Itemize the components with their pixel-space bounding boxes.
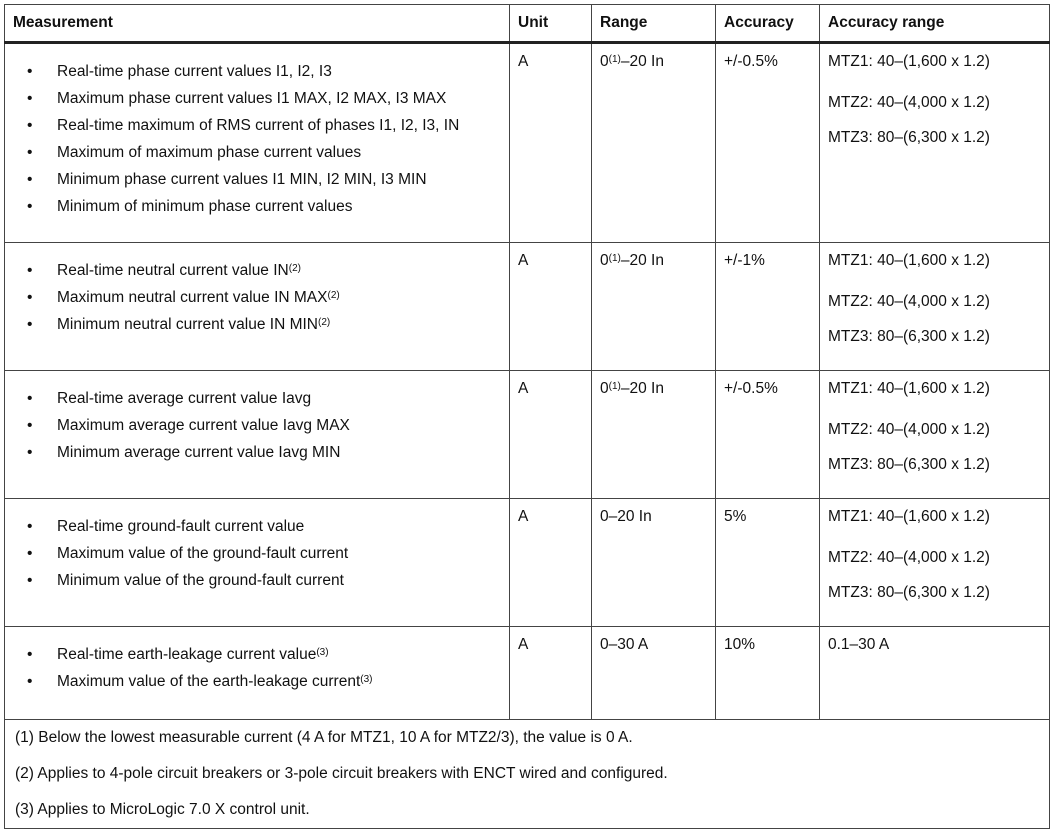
header-measurement: Measurement (5, 5, 510, 43)
bullet-icon: • (27, 198, 33, 215)
bullet-icon: • (27, 316, 33, 333)
footnote-text: (2) Applies to 4-pole circuit breakers or 3-pole circuit breakers with ENCT wired and configured. (5, 756, 1050, 792)
footnote-row (5, 720, 1050, 757)
measurement-cell (5, 43, 510, 243)
measurement-list (13, 641, 501, 695)
measurement-cell (5, 499, 510, 627)
accuracy-range-line: MTZ3: 80–(6,300 x 1.2) (828, 584, 990, 601)
item-text: Minimum neutral current value IN MIN (57, 316, 318, 333)
accuracy-range-line: 0.1–30 A (828, 636, 890, 653)
bullet-icon: • (27, 117, 33, 134)
item-text: Minimum value of the ground-fault current (57, 572, 344, 589)
measurement-list (13, 58, 501, 220)
unit-cell: A (510, 499, 592, 627)
list-item (13, 439, 501, 466)
list-item (13, 257, 501, 284)
bullet-icon: • (27, 262, 33, 279)
accuracy-range-cell (820, 499, 1050, 627)
item-text: Minimum phase current values I1 MIN, I2 MIN, I3 MIN (57, 171, 427, 188)
list-item (13, 540, 501, 567)
bullet-icon: • (27, 572, 33, 589)
bullet-icon: • (27, 390, 33, 407)
item-text: Real-time neutral current value IN (57, 262, 289, 279)
table-row (5, 43, 1050, 243)
accuracy-range-cell (820, 43, 1050, 243)
item-text: Maximum of maximum phase current values (57, 144, 362, 161)
footnote-ref: (1) (608, 381, 621, 392)
list-item (13, 112, 501, 139)
measurement-table (4, 4, 1050, 829)
list-item (13, 284, 501, 311)
list-item (13, 668, 501, 695)
item-text: Minimum of minimum phase current values (57, 198, 353, 215)
footnote-ref: (2) (288, 263, 301, 274)
accuracy-cell: 10% (716, 627, 820, 720)
range-value: 0–30 A (600, 636, 649, 653)
item-text: Maximum value of the ground-fault current (57, 545, 349, 562)
range-cell (592, 243, 716, 371)
header-accuracy-range: Accuracy range (820, 5, 1050, 43)
accuracy-range-line: MTZ3: 80–(6,300 x 1.2) (828, 129, 990, 146)
accuracy-range-line: MTZ2: 40–(4,000 x 1.2) (828, 293, 990, 310)
list-item (13, 58, 501, 85)
bullet-icon: • (27, 673, 33, 690)
list-item (13, 311, 501, 338)
list-item (13, 513, 501, 540)
unit-cell: A (510, 243, 592, 371)
item-text: Real-time average current value Iavg (57, 390, 312, 407)
footnote-ref: (3) (360, 674, 373, 685)
item-text: Maximum neutral current value IN MAX (57, 289, 328, 306)
accuracy-range-line: MTZ3: 80–(6,300 x 1.2) (828, 456, 990, 473)
bullet-icon: • (27, 646, 33, 663)
accuracy-range-cell (820, 243, 1050, 371)
unit-cell: A (510, 627, 592, 720)
header-unit: Unit (510, 5, 592, 43)
bullet-icon: • (27, 63, 33, 80)
footnote-ref: (2) (318, 317, 331, 328)
footnote-text: (1) Below the lowest measurable current (4 A for MTZ1, 10 A for MTZ2/3), the value is 0 A. (5, 720, 1050, 757)
range-cell (592, 371, 716, 499)
table-row (5, 499, 1050, 627)
header-range: Range (592, 5, 716, 43)
accuracy-range-cell (820, 627, 1050, 720)
range-cell (592, 627, 716, 720)
bullet-icon: • (27, 171, 33, 188)
accuracy-range-line: MTZ1: 40–(1,600 x 1.2) (828, 53, 990, 70)
range-value: 0 (600, 380, 609, 397)
item-text: Real-time maximum of RMS current of phases I1, I2, I3, IN (57, 117, 460, 134)
list-item (13, 412, 501, 439)
range-value-suffix: –20 In (620, 252, 664, 269)
header-row (5, 5, 1050, 43)
accuracy-range-line: MTZ1: 40–(1,600 x 1.2) (828, 508, 990, 525)
item-text: Real-time earth-leakage current value (57, 646, 317, 663)
footnote-ref: (3) (316, 647, 329, 658)
measurement-cell (5, 627, 510, 720)
range-value: 0 (600, 53, 609, 70)
list-item (13, 385, 501, 412)
bullet-icon: • (27, 144, 33, 161)
bullet-icon: • (27, 518, 33, 535)
unit-cell: A (510, 371, 592, 499)
accuracy-range-line: MTZ1: 40–(1,600 x 1.2) (828, 380, 990, 397)
measurement-cell (5, 371, 510, 499)
unit-cell: A (510, 43, 592, 243)
bullet-icon: • (27, 545, 33, 562)
range-value-suffix: –20 In (620, 53, 664, 70)
range-cell (592, 43, 716, 243)
list-item (13, 166, 501, 193)
table-row (5, 243, 1050, 371)
range-cell (592, 499, 716, 627)
header-accuracy: Accuracy (716, 5, 820, 43)
list-item (13, 85, 501, 112)
list-item (13, 567, 501, 594)
accuracy-range-line: MTZ3: 80–(6,300 x 1.2) (828, 328, 990, 345)
footnote-ref: (1) (608, 253, 621, 264)
footnote-row (5, 756, 1050, 792)
item-text: Real-time ground-fault current value (57, 518, 305, 535)
measurement-list (13, 513, 501, 594)
accuracy-range-line: MTZ2: 40–(4,000 x 1.2) (828, 421, 990, 438)
item-text: Maximum phase current values I1 MAX, I2 MAX, I3 MAX (57, 90, 447, 107)
footnote-row (5, 792, 1050, 829)
range-value: 0–20 In (600, 508, 652, 525)
measurement-list (13, 385, 501, 466)
measurement-cell (5, 243, 510, 371)
bullet-icon: • (27, 444, 33, 461)
accuracy-cell: +/-0.5% (716, 43, 820, 243)
accuracy-range-cell (820, 371, 1050, 499)
table-row (5, 627, 1050, 720)
footnote-ref: (2) (327, 290, 340, 301)
accuracy-range-line: MTZ2: 40–(4,000 x 1.2) (828, 94, 990, 111)
list-item (13, 193, 501, 220)
item-text: Minimum average current value Iavg MIN (57, 444, 341, 461)
item-text: Maximum value of the earth-leakage current (57, 673, 361, 690)
table-row (5, 371, 1050, 499)
accuracy-range-line: MTZ2: 40–(4,000 x 1.2) (828, 549, 990, 566)
accuracy-cell: +/-1% (716, 243, 820, 371)
bullet-icon: • (27, 417, 33, 434)
accuracy-range-line: MTZ1: 40–(1,600 x 1.2) (828, 252, 990, 269)
footnote-text: (3) Applies to MicroLogic 7.0 X control unit. (5, 792, 1050, 829)
bullet-icon: • (27, 90, 33, 107)
list-item (13, 139, 501, 166)
range-value-suffix: –20 In (620, 380, 664, 397)
measurement-list (13, 257, 501, 338)
accuracy-cell: 5% (716, 499, 820, 627)
accuracy-cell: +/-0.5% (716, 371, 820, 499)
item-text: Maximum average current value Iavg MAX (57, 417, 350, 434)
footnote-ref: (1) (608, 54, 621, 65)
list-item (13, 641, 501, 668)
range-value: 0 (600, 252, 609, 269)
item-text: Real-time phase current values I1, I2, I3 (57, 63, 332, 80)
bullet-icon: • (27, 289, 33, 306)
